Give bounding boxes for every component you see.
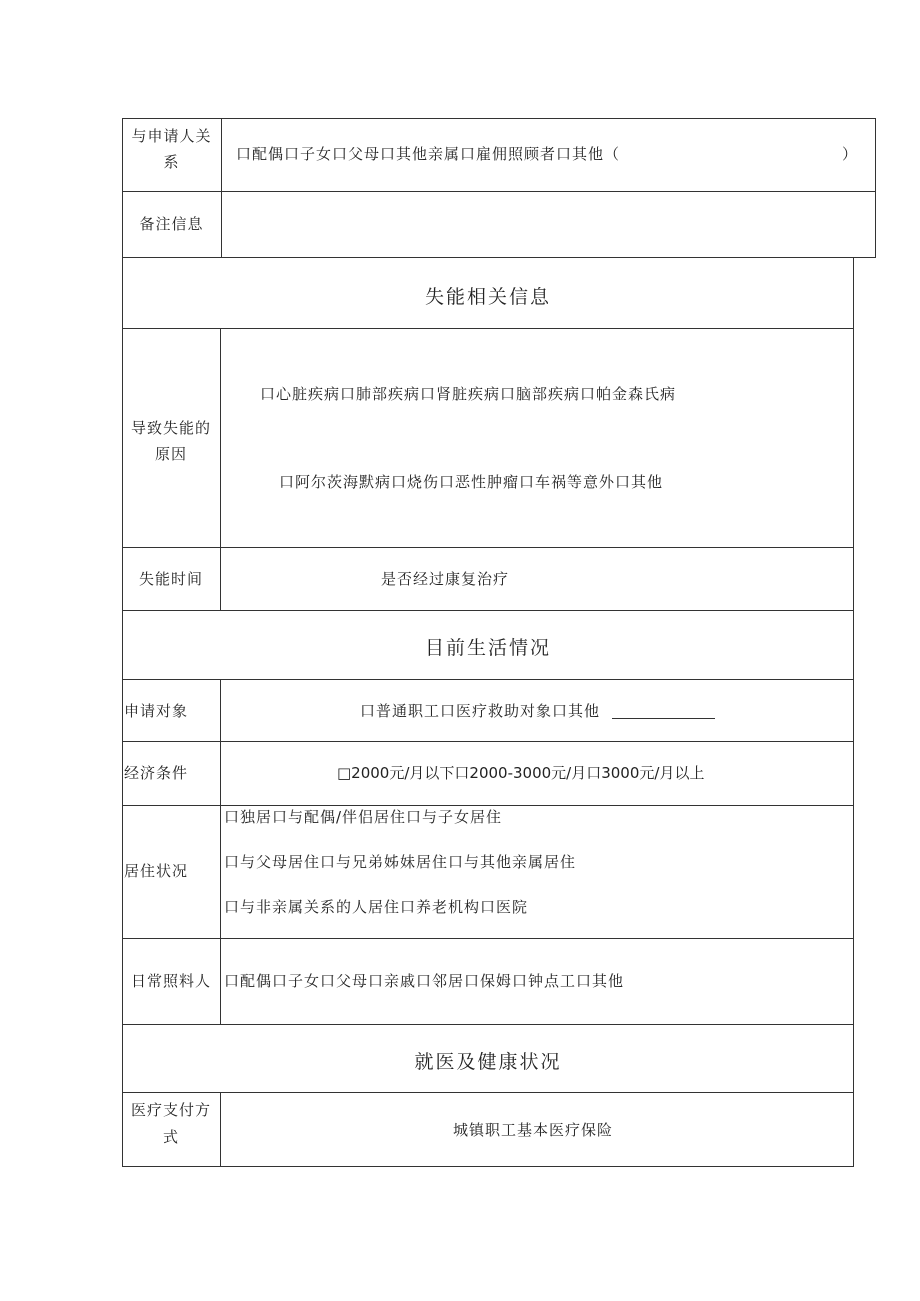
cause-label-line1: 导致失能的 [130, 419, 211, 437]
payment-label-line1: 医疗支付方 [130, 1101, 211, 1119]
row-divider [122, 328, 854, 329]
applicant-type-options[interactable]: 口普通职工口医疗救助对象口其他 [360, 702, 601, 720]
residence-label: 居住状况 [124, 862, 189, 880]
row-divider [122, 679, 854, 680]
table-border-right-lower [853, 257, 854, 1167]
relation-label-line1: 与申请人关 [131, 127, 212, 145]
column-divider [220, 328, 221, 611]
row-divider [122, 610, 854, 611]
applicant-type-label: 申请对象 [124, 702, 189, 720]
caregiver-label: 日常照料人 [131, 972, 212, 990]
cause-label-line2: 原因 [154, 445, 187, 463]
residence-options-line2[interactable]: 口与父母居住口与兄弟姊妹居住口与其他亲属居住 [224, 853, 577, 871]
cause-options-line1[interactable]: 口心脏疾病口肺部疾病口肾脏疾病口脑部疾病口帕金森氏病 [260, 385, 677, 403]
relation-options[interactable]: 口配偶口子女口父母口其他亲属口雇佣照顾者口其他（ [236, 145, 621, 163]
row-divider [122, 257, 876, 258]
table-border-top [122, 118, 876, 119]
table-border-bottom [122, 1166, 854, 1167]
disability-time-label: 失能时间 [138, 570, 203, 588]
payment-label-line2: 式 [162, 1128, 179, 1146]
cause-options-line2[interactable]: 口阿尔茨海默病口烧伤口恶性肿瘤口车祸等意外口其他 [279, 473, 664, 491]
rehab-question[interactable]: 是否经过康复治疗 [381, 570, 510, 588]
section-title-living: 目前生活情况 [424, 637, 551, 659]
economic-options[interactable]: □2000元/月以下口2000-3000元/月口3000元/月以上 [337, 764, 705, 782]
residence-options-line3[interactable]: 口与非亲属关系的人居住口养老机构口医院 [224, 898, 529, 916]
economic-label: 经济条件 [124, 764, 189, 782]
row-divider [122, 741, 854, 742]
section-title-disability: 失能相关信息 [424, 286, 551, 308]
relation-label-line2: 系 [163, 153, 180, 171]
row-divider [122, 938, 854, 939]
remarks-label: 备注信息 [139, 215, 204, 233]
applicant-other-blank[interactable] [612, 718, 715, 719]
table-border-right-upper [875, 118, 876, 258]
relation-other-close: ） [842, 145, 859, 163]
payment-value[interactable]: 城镇职工基本医疗保险 [453, 1121, 614, 1139]
section-title-medical: 就医及健康状况 [414, 1051, 562, 1073]
row-divider [122, 1092, 854, 1093]
column-divider [220, 1092, 221, 1167]
row-divider [122, 547, 854, 548]
caregiver-options[interactable]: 口配偶口子女口父母口亲戚口邻居口保姆口钟点工口其他 [224, 972, 625, 990]
row-divider [122, 1024, 854, 1025]
residence-options-line1[interactable]: 口独居口与配偶/伴侣居住口与子女居住 [224, 808, 503, 826]
column-divider [220, 679, 221, 1025]
remarks-field[interactable] [222, 192, 875, 257]
